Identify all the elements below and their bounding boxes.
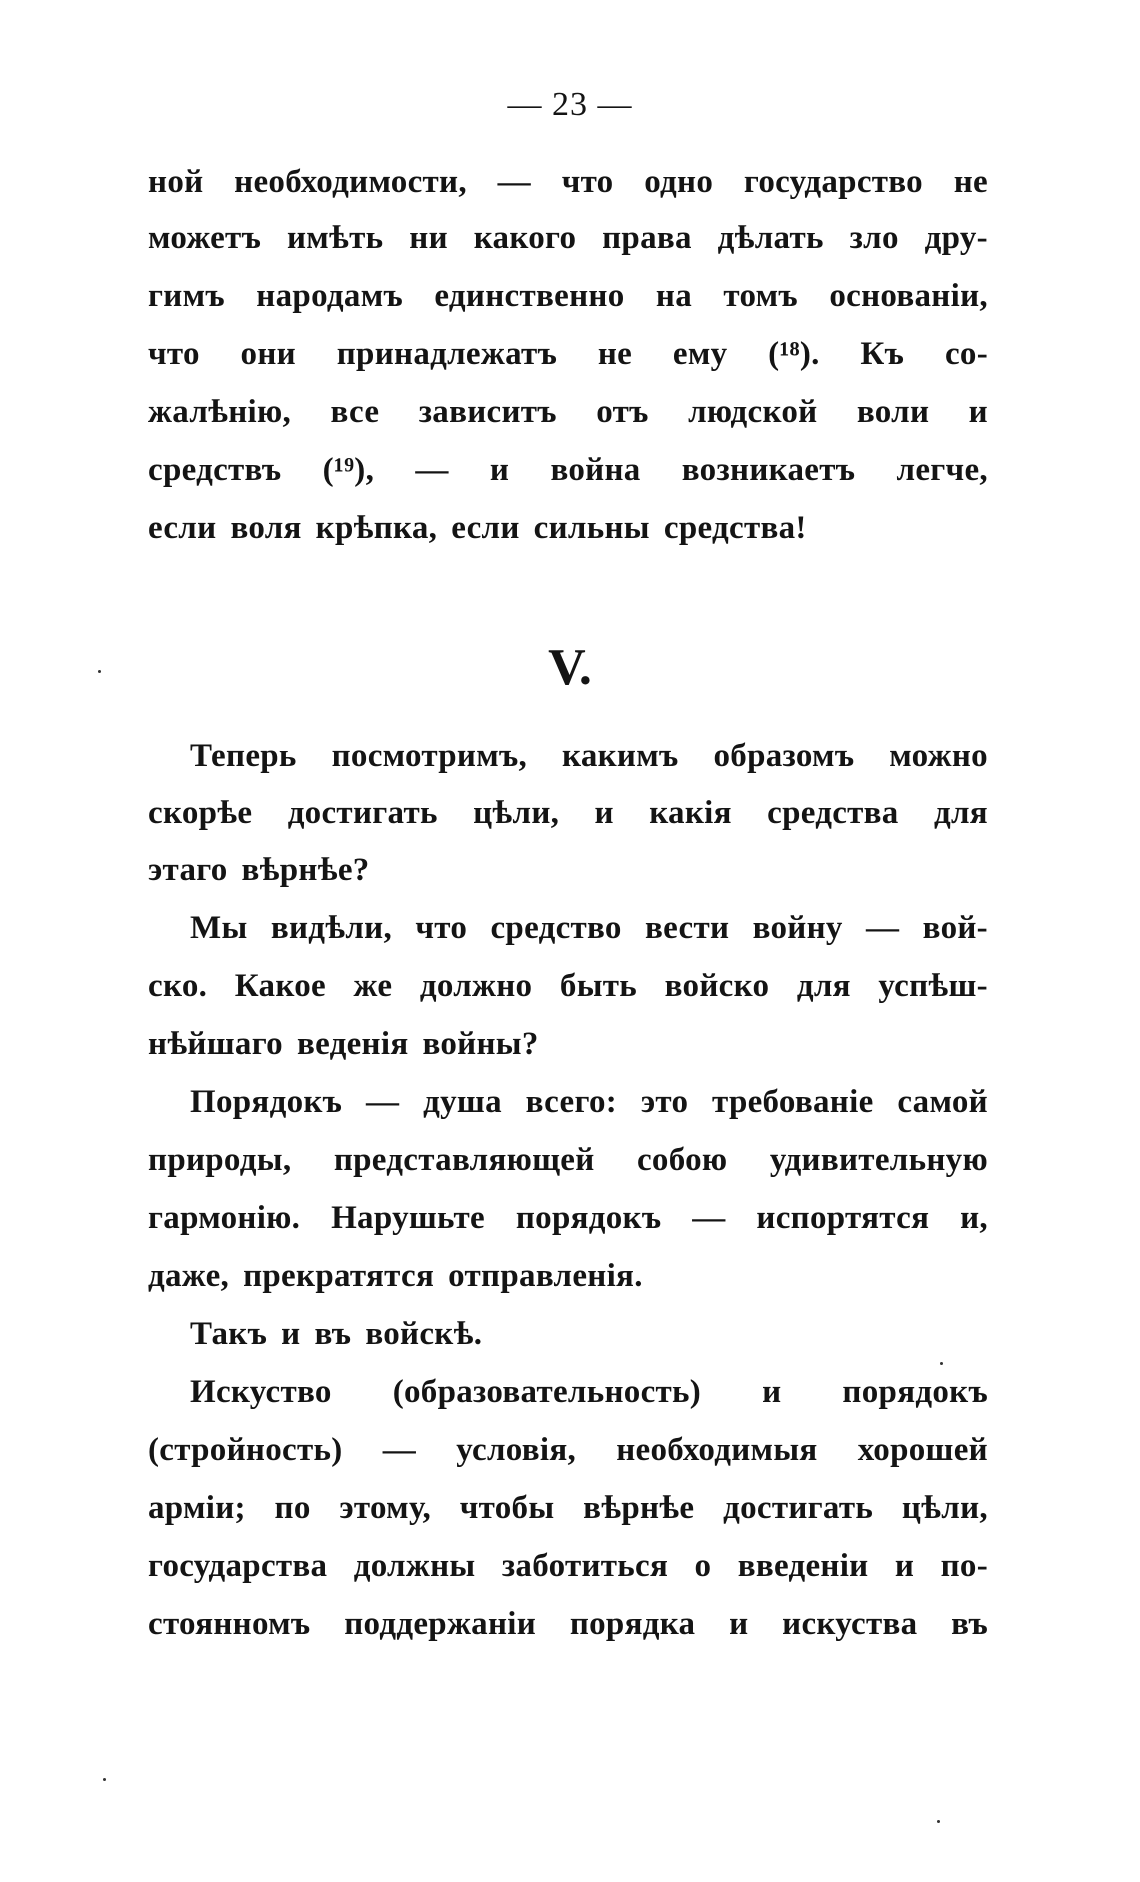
word: крѣпка, xyxy=(315,510,438,546)
text-line xyxy=(148,1140,988,1180)
word: зависитъ xyxy=(418,394,557,430)
word: скорѣе xyxy=(148,795,253,831)
word: заботиться xyxy=(501,1548,669,1584)
word: имѣть xyxy=(286,220,384,256)
word: быть xyxy=(559,968,638,1004)
text-line xyxy=(148,793,988,833)
word: томъ xyxy=(723,278,798,314)
word: удивительную xyxy=(769,1142,988,1178)
word: — xyxy=(415,452,449,488)
word: людской xyxy=(688,394,818,430)
word: и xyxy=(489,452,510,488)
word: введеніи xyxy=(737,1548,869,1584)
word: государства xyxy=(148,1548,328,1584)
word: цѣли, xyxy=(901,1490,988,1526)
print-speck xyxy=(98,670,101,673)
word: этаго xyxy=(148,852,228,888)
word: и xyxy=(729,1606,749,1642)
word: должны xyxy=(353,1548,476,1584)
word: они xyxy=(240,336,296,372)
text-line xyxy=(148,508,807,548)
word: цѣли, xyxy=(473,795,560,831)
word: что xyxy=(561,164,614,200)
word: въ xyxy=(314,1316,352,1352)
word: прекратятся xyxy=(243,1258,435,1294)
word: гармонію. xyxy=(148,1200,301,1236)
word: ско. xyxy=(148,968,208,1004)
text-line xyxy=(190,1082,988,1122)
word: какого xyxy=(473,220,577,256)
text-line xyxy=(148,1430,988,1470)
word: отъ xyxy=(596,394,649,430)
word: вѣрнѣе xyxy=(583,1490,695,1526)
word: всего: xyxy=(525,1084,618,1120)
word: испортятся xyxy=(756,1200,930,1236)
word: отправленія. xyxy=(448,1258,643,1294)
word: (стройность) xyxy=(148,1432,343,1468)
word: по xyxy=(274,1490,311,1526)
word: возникаетъ xyxy=(681,452,856,488)
text-line xyxy=(148,392,988,432)
word: (¹⁹), xyxy=(322,452,375,488)
word: — xyxy=(692,1200,726,1236)
word: стоянномъ xyxy=(148,1606,311,1642)
word: средства xyxy=(767,795,899,831)
word: условія, xyxy=(456,1432,577,1468)
word: если xyxy=(451,510,520,546)
word: Теперь xyxy=(190,738,297,774)
word: арміи; xyxy=(148,1490,246,1526)
text-line xyxy=(190,736,988,776)
word: для xyxy=(796,968,851,1004)
word: какія xyxy=(649,795,732,831)
word: достигать xyxy=(723,1490,874,1526)
word: войскѣ. xyxy=(365,1316,483,1352)
text-line xyxy=(148,1024,539,1064)
word: можно xyxy=(889,738,988,774)
word: основаніи, xyxy=(829,278,988,314)
word: и, xyxy=(960,1200,988,1236)
word: — xyxy=(497,164,531,200)
word: войну xyxy=(752,910,843,946)
text-line xyxy=(148,850,370,890)
word: государство xyxy=(743,164,923,200)
word: для xyxy=(933,795,988,831)
text-line xyxy=(148,966,988,1006)
word: образомъ xyxy=(713,738,855,774)
word: все xyxy=(330,394,380,430)
word: нѣйшаго xyxy=(148,1026,283,1062)
word: это xyxy=(640,1084,689,1120)
word: же xyxy=(353,968,393,1004)
word: единственно xyxy=(434,278,625,314)
word: войны? xyxy=(422,1026,539,1062)
word: въ xyxy=(951,1606,988,1642)
word: дѣлать xyxy=(717,220,824,256)
word: природы, xyxy=(148,1142,292,1178)
word: на xyxy=(655,278,692,314)
text-line xyxy=(148,276,988,316)
word: война xyxy=(550,452,641,488)
word: и xyxy=(281,1316,301,1352)
word: Порядокъ xyxy=(190,1084,343,1120)
word: что xyxy=(148,336,200,372)
page-number: — 23 — xyxy=(507,86,633,123)
text-line xyxy=(148,450,988,490)
text-line xyxy=(148,1604,988,1644)
word: необходимыя xyxy=(616,1432,818,1468)
word: по- xyxy=(940,1548,988,1584)
word: и xyxy=(594,795,614,831)
word: и xyxy=(894,1548,915,1584)
text-line xyxy=(148,334,988,374)
print-speck xyxy=(937,1820,940,1823)
word: хорошей xyxy=(857,1432,988,1468)
word: достигать xyxy=(287,795,438,831)
word: (¹⁸). xyxy=(768,336,820,372)
word: что xyxy=(415,910,468,946)
word: искуства xyxy=(782,1606,918,1642)
word: народамъ xyxy=(256,278,404,314)
word: порядокъ xyxy=(515,1200,662,1236)
word: средствъ xyxy=(148,452,282,488)
word: собою xyxy=(636,1142,728,1178)
word: какимъ xyxy=(562,738,679,774)
text-line xyxy=(190,1314,482,1354)
word: дру- xyxy=(924,220,988,256)
word: Мы xyxy=(190,910,248,946)
word: легче, xyxy=(896,452,988,488)
word: должно xyxy=(419,968,533,1004)
word: Нарушьте xyxy=(331,1200,485,1236)
word: воли xyxy=(856,394,930,430)
word: о xyxy=(694,1548,712,1584)
word: чтобы xyxy=(459,1490,555,1526)
word: — xyxy=(866,910,900,946)
word: необходимости, xyxy=(234,164,467,200)
word: даже, xyxy=(148,1258,230,1294)
word: видѣли, xyxy=(270,910,393,946)
word: одно xyxy=(644,164,714,200)
word: — xyxy=(382,1432,417,1468)
print-speck xyxy=(103,1778,106,1781)
word: и xyxy=(762,1374,782,1410)
word: душа xyxy=(423,1084,502,1120)
word: ему xyxy=(672,336,728,372)
word: Къ xyxy=(860,336,905,372)
word: средство xyxy=(490,910,622,946)
word: поддержаніи xyxy=(344,1606,537,1642)
word: посмотримъ, xyxy=(331,738,528,774)
word: не xyxy=(597,336,633,372)
word: порядокъ xyxy=(842,1374,988,1410)
word: и xyxy=(968,394,988,430)
text-line xyxy=(148,1198,988,1238)
word: принадлежатъ xyxy=(336,336,558,372)
word: требованіе xyxy=(712,1084,874,1120)
word: (образовательность) xyxy=(392,1374,702,1410)
word: — xyxy=(366,1084,400,1120)
print-speck xyxy=(940,1362,943,1365)
text-line xyxy=(148,1488,988,1528)
word: успѣш- xyxy=(878,968,988,1004)
word: средства! xyxy=(663,510,807,546)
word: Искуство xyxy=(190,1374,332,1410)
word: Такъ xyxy=(190,1316,268,1352)
word: войско xyxy=(664,968,770,1004)
text-line xyxy=(148,1546,988,1586)
word: веденія xyxy=(296,1026,409,1062)
word: со- xyxy=(944,336,988,372)
word: можетъ xyxy=(148,220,262,256)
word: права xyxy=(602,220,692,256)
word: представляющей xyxy=(333,1142,595,1178)
word: вести xyxy=(645,910,730,946)
word: порядка xyxy=(569,1606,696,1642)
word: этому, xyxy=(339,1490,432,1526)
text-line xyxy=(190,908,988,948)
word: Какое xyxy=(234,968,326,1004)
word: ни xyxy=(409,220,448,256)
word: зло xyxy=(849,220,899,256)
word: гимъ xyxy=(148,278,225,314)
word: воля xyxy=(230,510,302,546)
text-line xyxy=(190,1372,988,1412)
word: вой- xyxy=(922,910,988,946)
text-line xyxy=(148,162,988,202)
section-heading: V. xyxy=(548,639,592,696)
word: ной xyxy=(148,164,204,200)
word: не xyxy=(953,164,988,200)
word: если xyxy=(148,510,217,546)
word: вѣрнѣе? xyxy=(241,852,370,888)
word: сильны xyxy=(533,510,650,546)
word: самой xyxy=(897,1084,988,1120)
text-line xyxy=(148,1256,643,1296)
word: жалѣнію, xyxy=(148,394,292,430)
text-line xyxy=(148,218,988,258)
